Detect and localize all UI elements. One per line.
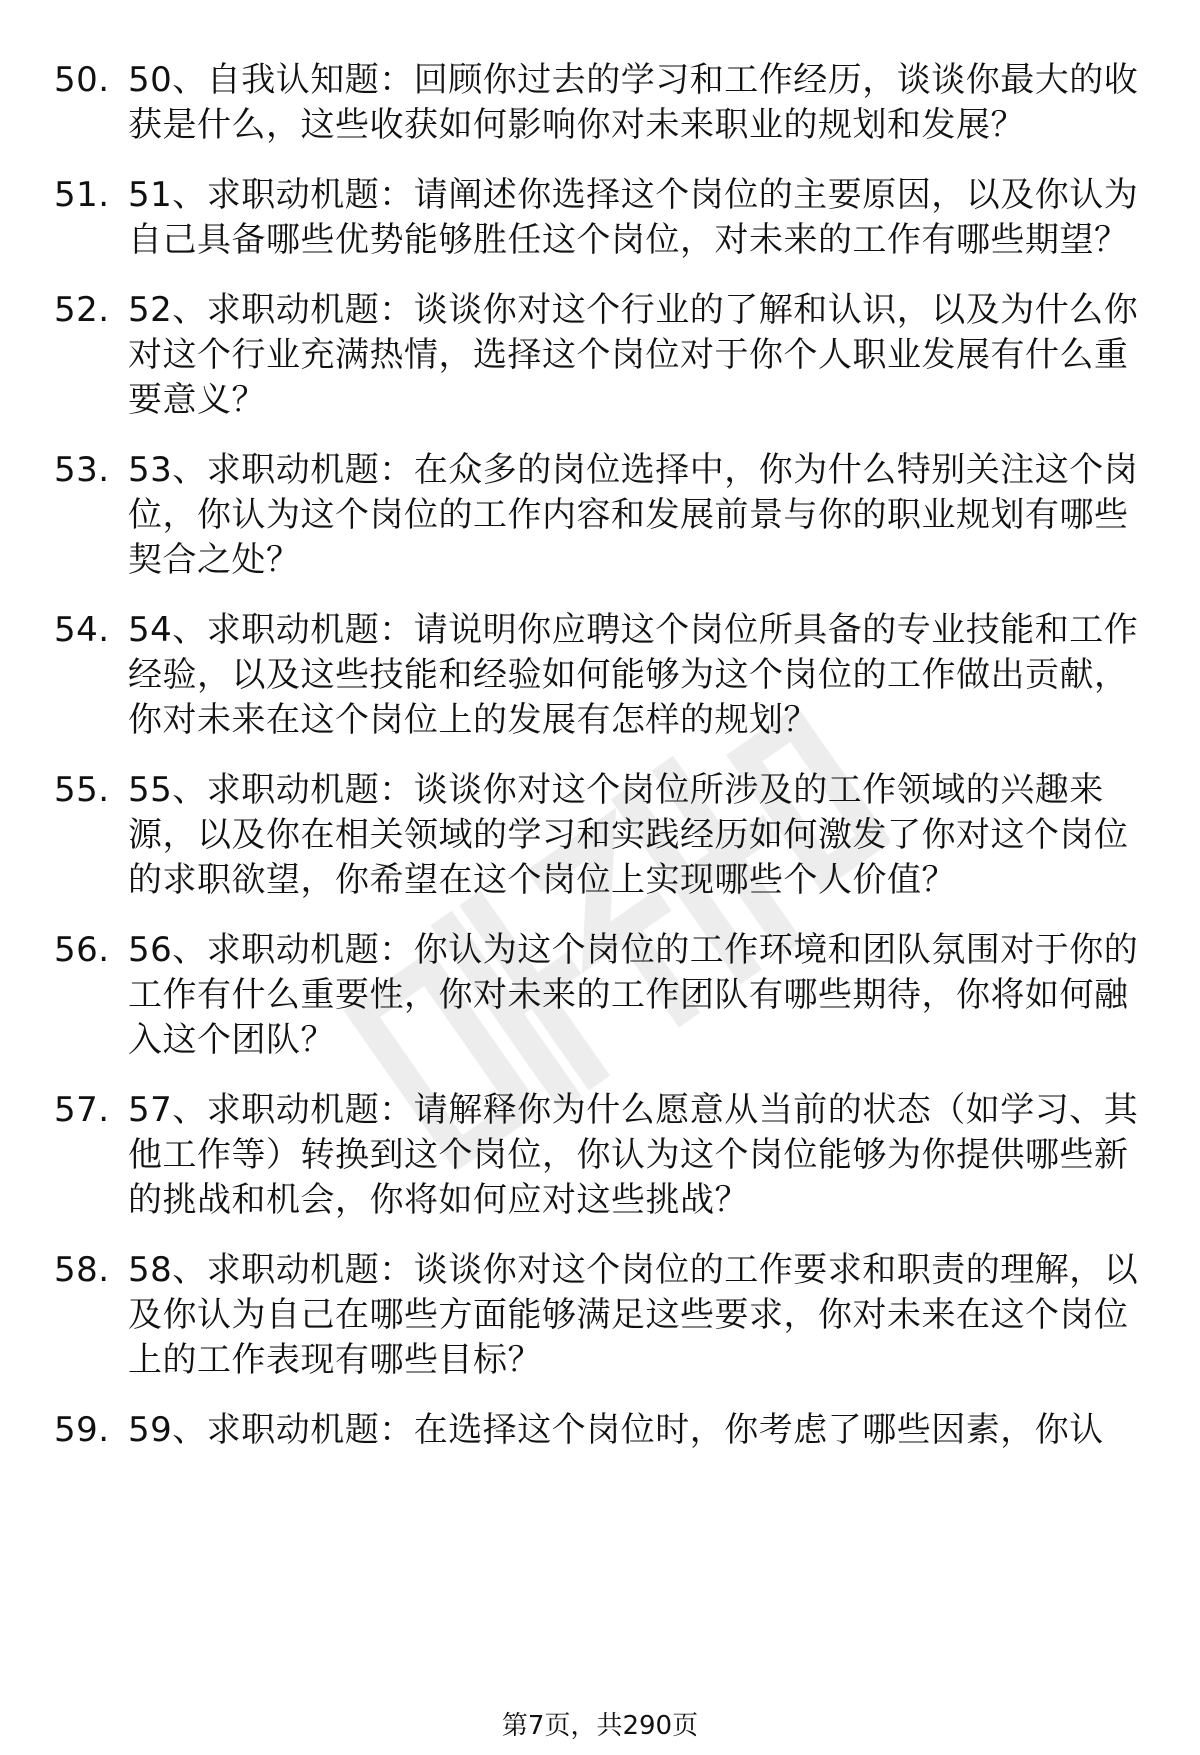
question-text: 59、求职动机题：在选择这个岗位时，你考虑了哪些因素，你认 <box>128 1410 1104 1450</box>
question-number: 57. <box>54 1090 110 1130</box>
question-text: 58、求职动机题：谈谈你对这个岗位的工作要求和职责的理解，以及你认为自己在哪些方面能够满足这些要求，你对未来在这个岗位上的工作表现有哪些目标？ <box>128 1250 1139 1380</box>
question-text: 52、求职动机题：谈谈你对这个行业的了解和认识，以及为什么你对这个行业充满热情，选择这个岗位对于你个人职业发展有什么重要意义？ <box>128 290 1139 420</box>
question-number: 50. <box>54 60 110 100</box>
question-number: 55. <box>54 770 110 810</box>
question-text: 54、求职动机题：请说明你应聘这个岗位所具备的专业技能和工作经验，以及这些技能和经验如何能够为这个岗位的工作做出贡献，你对未来在这个岗位上的发展有怎样的规划？ <box>128 610 1139 740</box>
question-number: 59. <box>54 1410 110 1450</box>
question-text: 56、求职动机题：你认为这个岗位的工作环境和团队氛围对于你的工作有什么重要性，你对未来的工作团队有哪些期待，你将如何融入这个团队？ <box>128 930 1139 1060</box>
question-item <box>0 1088 1200 1223</box>
question-item <box>0 288 1200 423</box>
question-item <box>0 608 1200 743</box>
question-item <box>0 768 1200 903</box>
question-item <box>0 173 1200 263</box>
question-text: 53、求职动机题：在众多的岗位选择中，你为什么特别关注这个岗位，你认为这个岗位的工作内容和发展前景与你的职业规划有哪些契合之处？ <box>128 450 1139 580</box>
question-number: 56. <box>54 930 110 970</box>
question-list <box>0 58 1200 1478</box>
question-text: 50、自我认知题：回顾你过去的学习和工作经历，谈谈你最大的收获是什么，这些收获如何影响你对未来职业的规划和发展？ <box>128 60 1139 145</box>
question-number: 52. <box>54 290 110 330</box>
question-number: 51. <box>54 175 110 215</box>
question-item <box>0 928 1200 1063</box>
question-text: 57、求职动机题：请解释你为什么愿意从当前的状态（如学习、其他工作等）转换到这个岗位，你认为这个岗位能够为你提供哪些新的挑战和机会，你将如何应对这些挑战？ <box>128 1090 1139 1220</box>
page-footer: 第7页，共290页 <box>0 1708 1200 1744</box>
question-number: 54. <box>54 610 110 650</box>
question-item <box>0 58 1200 148</box>
question-item <box>0 1408 1200 1453</box>
question-text: 55、求职动机题：谈谈你对这个岗位所涉及的工作领域的兴趣来源，以及你在相关领域的学习和实践经历如何激发了你对这个岗位的求职欲望，你希望在这个岗位上实现哪些个人价值？ <box>128 770 1129 900</box>
question-number: 58. <box>54 1250 110 1290</box>
question-item <box>0 1248 1200 1383</box>
question-text: 51、求职动机题：请阐述你选择这个岗位的主要原因，以及你认为自己具备哪些优势能够胜任这个岗位，对未来的工作有哪些期望？ <box>128 175 1139 260</box>
question-item <box>0 448 1200 583</box>
question-number: 53. <box>54 450 110 490</box>
